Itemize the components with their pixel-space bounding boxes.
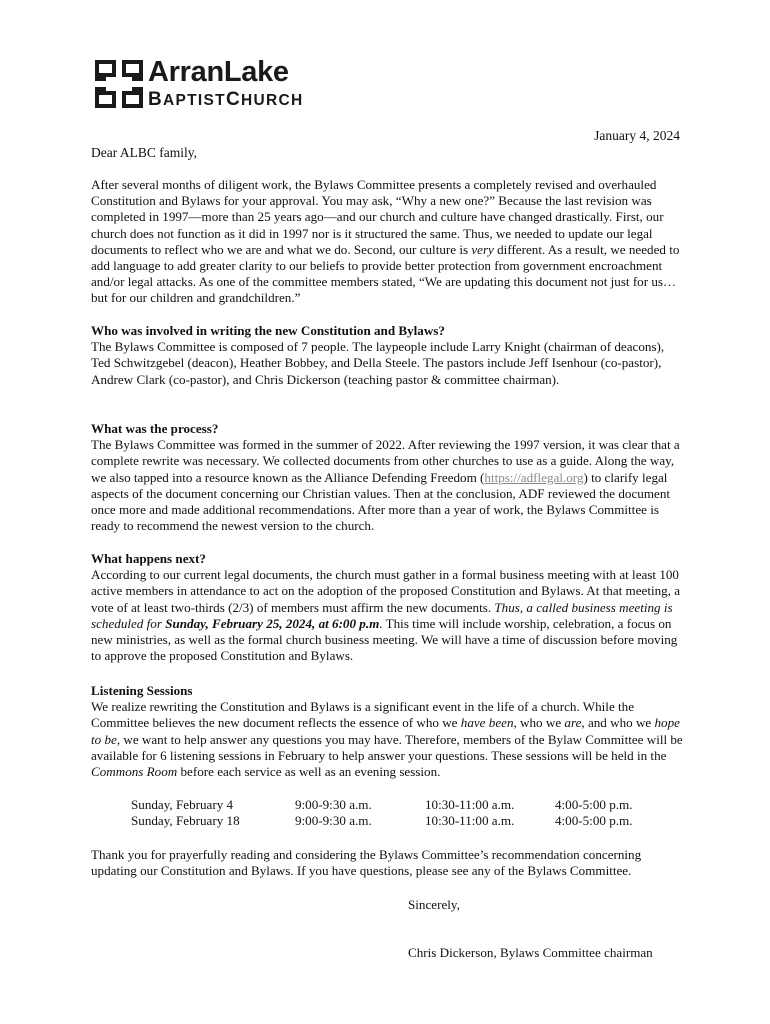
schedule-row: Sunday, February 18 9:00-9:30 a.m. 10:30-11:00 a.m. 4:00-5:00 p.m. bbox=[131, 813, 633, 829]
section-process: What was the process? The Bylaws Committee was formed in the summer of 2022. After reviewing the 1997 version, it was clear that a complete rewrite was necessary. We collected documents from other churches to use as a guide. Along the way, we also tapped into a resource known as the Alliance Defending Freedom (https://adflegal.org) to clarify legal aspects of the document concerning our Christian values. Then at the conclusion, ADF reviewed the document once more and made additional recommendations. After more than a year of work, the Bylaws Committee is ready to recommend the newest version to the church. bbox=[91, 421, 683, 534]
section-who bbox=[91, 323, 683, 388]
signature: Chris Dickerson, Bylaws Committee chairman bbox=[408, 945, 653, 960]
church-logo bbox=[92, 56, 322, 112]
session-schedule bbox=[131, 797, 655, 829]
section-next: What happens next? According to our current legal documents, the church must gather in a formal business meeting with at least 100 active members in attendance to act on the adoption of the proposed Constitution and Bylaws. At that meeting, a vote of at least two-thirds (2/3) of members must affirm the new documents. Thus, a called business meeting is scheduled for Sunday, February 25, 2024, at 6:00 p.m. This time will include worship, celebration, a focus on new ministries, as well as the formal church business meeting. We will have a time of discussion before moving to approve the proposed Constitution and Bylaws. bbox=[91, 551, 683, 664]
section-heading: Who was involved in writing the new Constitution and Bylaws? bbox=[91, 323, 445, 338]
intro-paragraph: After several months of diligent work, the Bylaws Committee presents a completely revised and overhauled Constitution and Bylaws for your approval. You may ask, “Why a new one?” Because the last revision was completed in 1997—more than 25 years ago—and our church and culture have changed drastically. First, our church does not function as it did in 1997 nor is it structured the same. Thus, we needed to update our legal documents to reflect who we are and what we do. Second, our culture is very different. As a result, we needed to add language to add greater clarity to our beliefs to provide better protection from government encroachment and/or legal attacks. As one of the committee members stated, “We are updating this document not just for us…but for our children and grandchildren.” bbox=[91, 177, 680, 306]
adf-link[interactable]: https://adflegal.org bbox=[484, 469, 584, 485]
section-heading: Listening Sessions bbox=[91, 683, 193, 698]
salutation: Dear ALBC family, bbox=[91, 145, 197, 160]
section-heading: What was the process? bbox=[91, 421, 219, 436]
section-heading: What happens next? bbox=[91, 551, 206, 566]
letter-date: January 4, 2024 bbox=[594, 128, 680, 143]
church-name-line2: BAPTISTCHURCH bbox=[148, 88, 304, 110]
church-name bbox=[148, 55, 304, 110]
section-listening: Listening Sessions We realize rewriting the Constitution and Bylaws is a significant event in the life of a church. While the Committee believes the new document reflects the essence of who we have been, who we are, and who we hope to be, we want to help answer any questions you may have. Therefore, members of the Bylaw Committee will be available for 6 listening sessions in February to help answer your questions. These sessions will be held in the Commons Room before each service as well as an evening session. bbox=[91, 683, 683, 780]
signoff: Sincerely, bbox=[408, 897, 460, 912]
church-name-line1: ArranLake bbox=[148, 55, 289, 88]
section-text: The Bylaws Committee is composed of 7 people. The laypeople include Larry Knight (chairman of deacons), Ted Schwitzgebel (deacon), Heather Bobbey, and Della Steele. The pastors include Jeff Isenhour (co-pastor), Andrew Clark (co-pastor), and Chris Dickerson (teaching pastor & committee chairman). bbox=[91, 339, 665, 387]
church-logo-mark-icon bbox=[92, 57, 146, 111]
closing-paragraph: Thank you for prayerfully reading and considering the Bylaws Committee’s recommendation concerning updating our Constitution and Bylaws. If you have questions, please see any of the Bylaws Committee. bbox=[91, 847, 642, 879]
schedule-row: Sunday, February 4 9:00-9:30 a.m. 10:30-11:00 a.m. 4:00-5:00 p.m. bbox=[131, 797, 633, 812]
